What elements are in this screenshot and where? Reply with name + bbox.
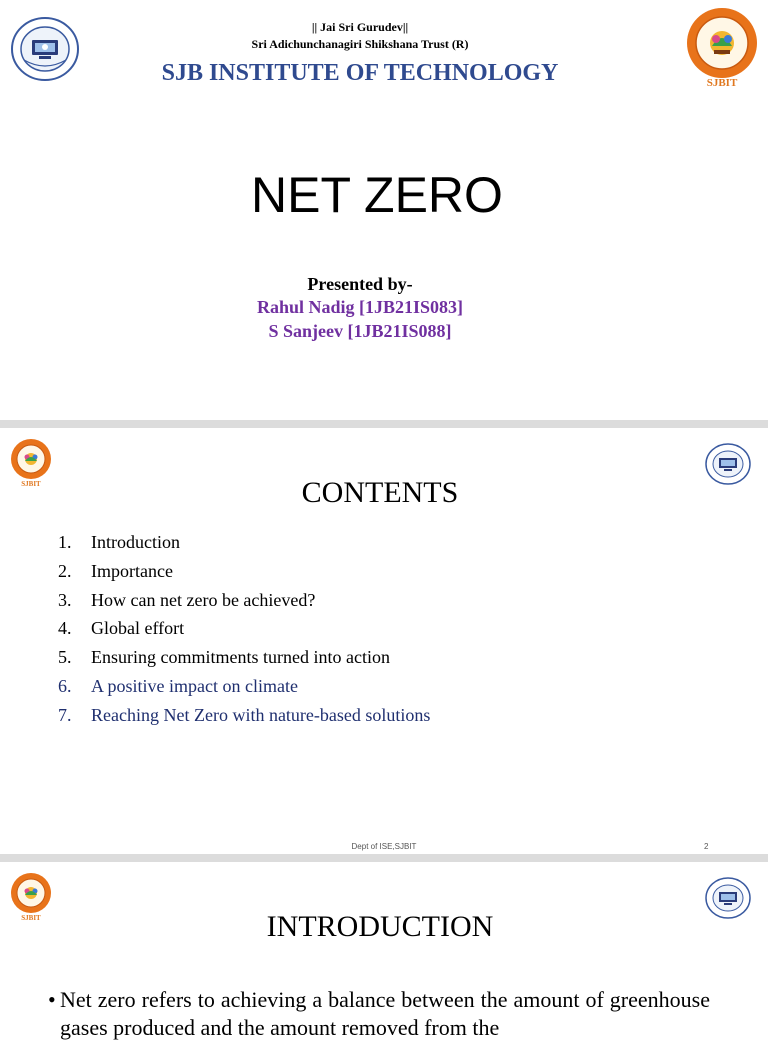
- sjbit-logo: [680, 6, 764, 80]
- item-number: 3.: [58, 589, 72, 610]
- page-number: 2: [704, 842, 709, 851]
- item-number: 4.: [58, 618, 72, 639]
- item-text: Global effort: [91, 618, 185, 639]
- item-number: 6.: [58, 675, 72, 696]
- item-text: A positive impact on climate: [91, 675, 298, 696]
- item-text: Introduction: [91, 532, 180, 552]
- trust-line-1: || Jai Sri Gurudev||: [311, 20, 409, 34]
- item-number: 5.: [58, 647, 72, 668]
- institute-name: SJB INSTITUTE OF TECHNOLOGY: [161, 60, 559, 86]
- bullet-text: Net zero refers to achieving a balance between the amount of greenhouse gases produced and the amount removed from the: [60, 987, 710, 1040]
- sjbit-logo-label: SJBIT: [21, 914, 41, 922]
- sjbit-logo-label: SJBIT: [706, 77, 738, 89]
- contents-heading: CONTENTS: [301, 476, 459, 509]
- sjbit-logo: [8, 438, 54, 480]
- presenter-name: S Sanjeev [1JB21IS088]: [268, 321, 452, 341]
- title-slide: [0, 0, 768, 420]
- presentation-title: NET ZERO: [251, 167, 503, 223]
- item-number: 1.: [58, 532, 72, 552]
- item-text: Importance: [91, 560, 173, 581]
- bullet-marker: •: [48, 987, 56, 1012]
- item-number: 7.: [58, 704, 72, 725]
- slide-footer: Dept of ISE,SJBIT: [351, 842, 417, 851]
- introduction-slide: [0, 862, 768, 1040]
- contents-slide: [0, 428, 768, 854]
- sjbit-logo: [8, 872, 54, 914]
- introduction-bullet: [48, 986, 710, 1042]
- presented-by-label: Presented by-: [307, 274, 413, 294]
- item-text: Ensuring commitments turned into action: [91, 647, 390, 668]
- item-text: Reaching Net Zero with nature-based solutions: [91, 704, 431, 725]
- item-text: How can net zero be achieved?: [91, 589, 316, 610]
- slide-separator: [0, 420, 768, 428]
- introduction-heading: INTRODUCTION: [266, 910, 494, 943]
- trust-line-2: Sri Adichunchanagiri Shikshana Trust (R): [251, 37, 469, 51]
- slide-separator: [0, 854, 768, 862]
- presenter-name: Rahul Nadig [1JB21IS083]: [256, 297, 464, 317]
- item-number: 2.: [58, 560, 72, 581]
- sjbit-logo-label: SJBIT: [21, 480, 41, 488]
